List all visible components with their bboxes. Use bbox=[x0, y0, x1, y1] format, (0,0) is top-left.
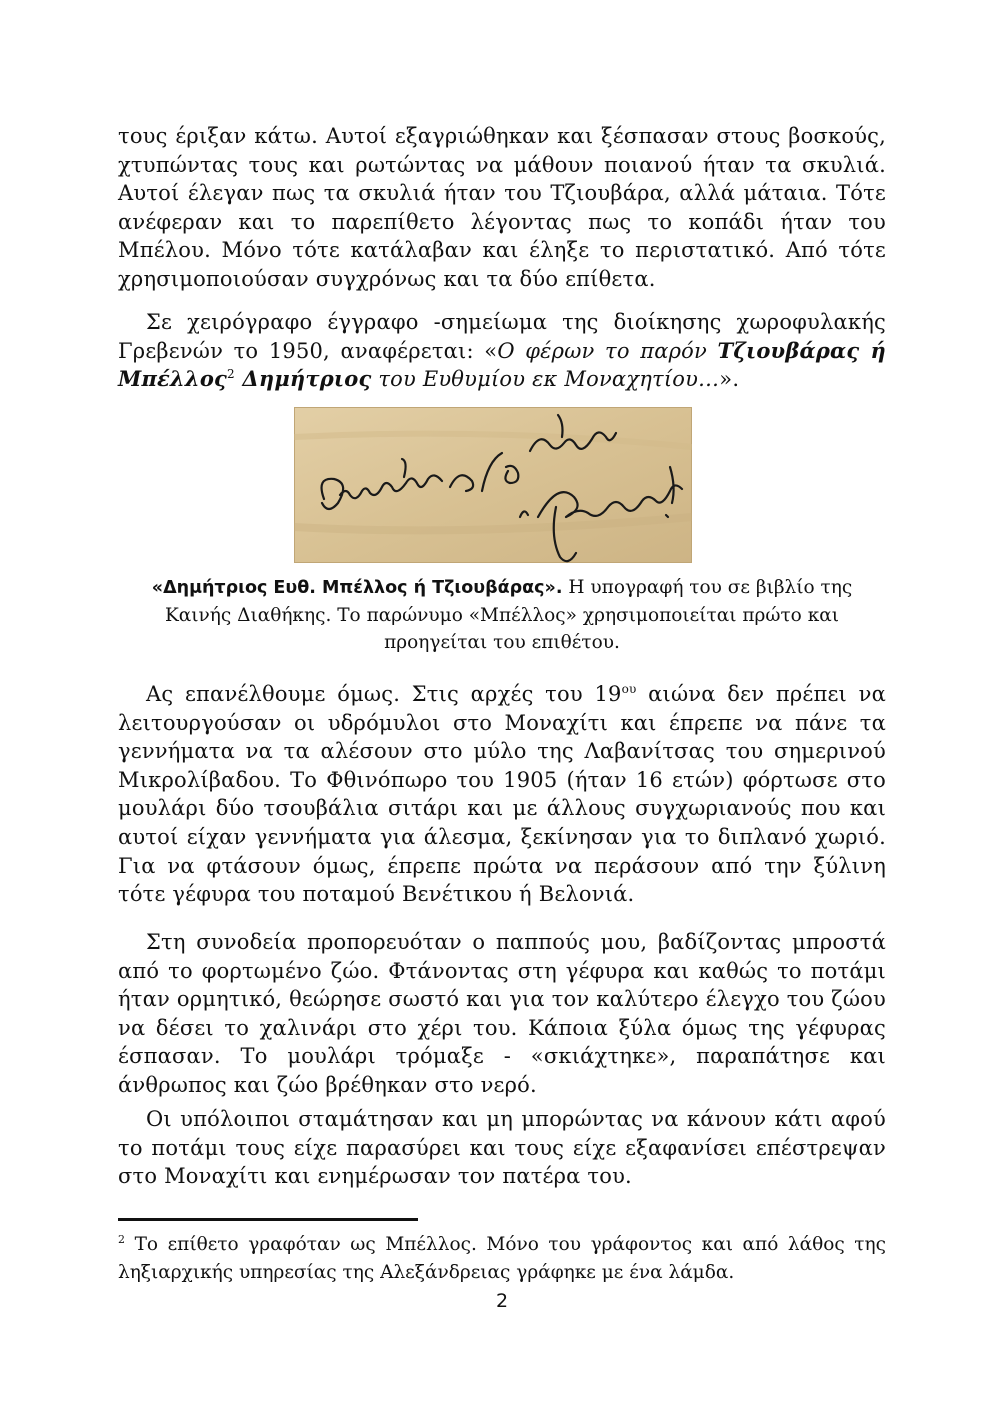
paragraph-3-a: Ας επανέλθουμε όμως. Στις αρχές του 19 bbox=[146, 682, 622, 706]
quote-text-2: του Ευθυμίου εκ Μοναχητίου… bbox=[371, 367, 720, 392]
caption-text: Η υπογραφή του σε βιβλίο της Καινής Διαθήκης. Το παρώνυμο «Μπέλλος» χρησιμοποιείται πρώτο και προηγείται του επιθέτου. bbox=[164, 577, 853, 653]
caption-title: «Δημήτριος Ευθ. Μπέλλος ή Τζιουβάρας». bbox=[151, 578, 563, 598]
quote-name-1: Τζιουβάρας ή Μπέλλος bbox=[118, 337, 886, 392]
footnote-ref[interactable]: 2 bbox=[227, 367, 235, 382]
page-number: 2 bbox=[495, 1290, 509, 1312]
paragraph-1: τους έριξαν κάτω. Αυτοί εξαγριώθηκαν και ξέσπασαν στους βοσκούς, χτυπώντας τους και ρωτώντας να μάθουν ποιανού ήταν τα σκυλιά. Αυτοί έλεγαν πως τα σκυλιά ήταν του Τζιουβάρα, αλλά μάταια. Τότε ανέφεραν και το παρεπίθετο λέγοντας πως το κοπάδι ήταν του Μπέλου. Μόνο τότε κατάλαβαν και έληξε το περιστατικό. Από τότε χρησιμοποιούσαν συγχρόνως και τα δύο επίθετα. bbox=[118, 124, 886, 291]
paragraph-2-start: Σε χειρόγραφο έγγραφο -σημείωμα της διοίκησης χωροφυλακής Γρεβενών το 1950, αναφέρεται: « bbox=[118, 310, 886, 363]
paragraph-4: Στη συνοδεία προπορευόταν ο παππούς μου, βαδίζοντας μπροστά από το φορτωμένο ζώο. Φτάνοντας στη γέφυρα και καθώς το ποτάμι ήταν ορμητικό, θεώρησε σωστό και για τον καλύτερο έλεγχο του ζώου να δέσει το χαλινάρι στο χέρι του. Κάποια ξύλα όμως της γέφυρας έσπασαν. Το μουλάρι τρόμαξε - «σκιάχτηκε», παραπάτησε και άνθρωπος και ζώο βρέθηκαν στο νερό. bbox=[118, 930, 886, 1097]
paragraph-5: Οι υπόλοιποι σταμάτησαν και μη μπορώντας να κάνουν κάτι αφού το ποτάμι τους είχε παρασύρει και τους είχε εξαφανίσει επέστρεψαν στο Μοναχίτι και ενημέρωσαν τον πατέρα του. bbox=[118, 1107, 886, 1189]
footnote-divider bbox=[118, 1218, 418, 1221]
paragraph-3-b: αιώνα δεν πρέπει να λειτουργούσαν οι υδρόμυλοι στο Μοναχίτι και έπρεπε να πάνε τα γεννήματα να τα αλέσουν στο μύλο της Λαβανίτσας του σημερινού Μικρολίβαδου. Το Φθινόπωρο του 1905 (ήταν 16 ετών) φόρτωσε στο μουλάρι δύο τσουβάλια σιτάρι και με άλλους συγχωριανούς που και αυτοί είχαν γεννήματα για άλεσμα, ξεκίνησαν για το διπλανό χωριό. Για να φτάσουν όμως, έπρεπε πρώτα να περάσουν από την ξύλινη τότε γέφυρα του ποταμού Βενέτικου ή Βελονιά. bbox=[118, 682, 886, 907]
footnote-text: Το επίθετο γραφόταν ως Μπέλλος. Μόνο του γράφοντος και από λάθος της ληξιαρχικής υπηρεσίας της Αλεξάνδρειας γράφηκε με ένα λάμδα. bbox=[118, 1234, 886, 1283]
footnote-mark: 2 bbox=[118, 1232, 125, 1246]
signature-photo bbox=[294, 407, 692, 563]
paragraph-3 bbox=[118, 680, 886, 909]
century-ordinal: ου bbox=[621, 682, 637, 696]
paragraph-2 bbox=[118, 308, 886, 394]
paragraph-2-end: ». bbox=[719, 367, 740, 392]
footnote bbox=[118, 1231, 886, 1287]
quote-text-1: Ο φέρων το παρόν bbox=[497, 338, 718, 363]
quote-name-2: Δημήτριος bbox=[234, 366, 372, 392]
figure-caption bbox=[150, 574, 854, 656]
